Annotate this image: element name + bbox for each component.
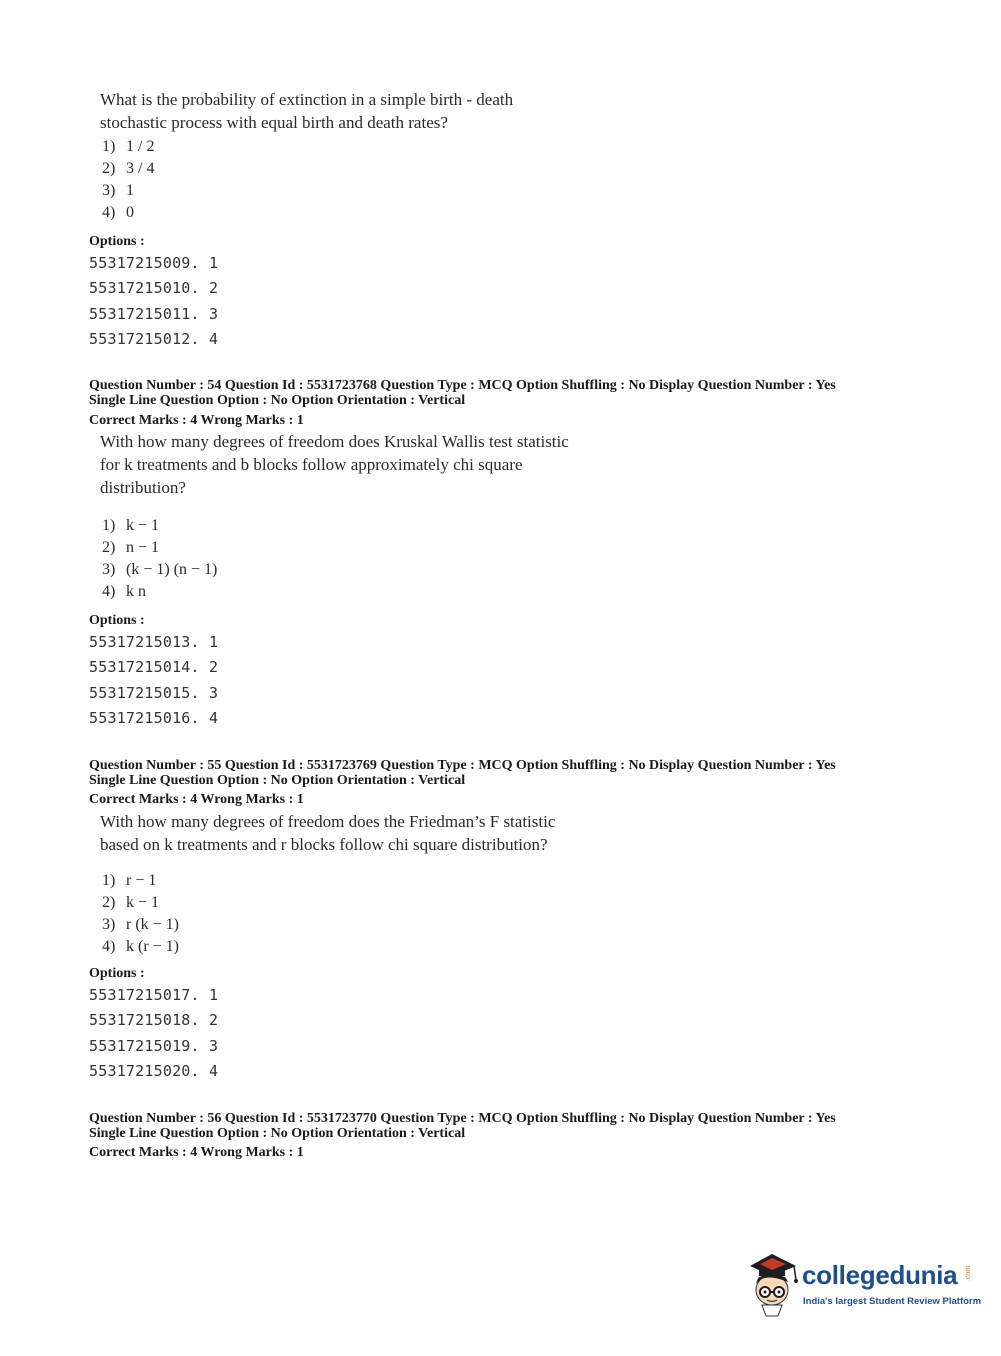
- collegedunia-logo: [742, 1250, 982, 1320]
- option-id: 55317215016. 4: [89, 708, 219, 727]
- options-label: Options :: [89, 966, 145, 981]
- option-id: 55317215017. 1: [89, 986, 219, 1004]
- question-text-line: for k treatments and b blocks follow approximately chi square: [100, 455, 523, 474]
- choice-item: 1) k − 1: [102, 517, 160, 534]
- question-54-meta: [89, 378, 836, 408]
- meta-line: Single Line Question Option : No Option Orientation : Vertical: [89, 773, 466, 788]
- choice-item: 3) r (k − 1): [102, 916, 180, 933]
- option-id: 55317215014. 2: [89, 658, 219, 677]
- question-text-line: With how many degrees of freedom does the Friedman’s F statistic: [100, 812, 556, 831]
- choice-item: 1) 1 / 2: [102, 138, 155, 155]
- question-54-choices: [102, 515, 217, 603]
- choice-item: 4) 0: [102, 204, 134, 221]
- question-56-meta: [89, 1111, 836, 1141]
- question-55-marks: Correct Marks : 4 Wrong Marks : 1: [89, 792, 304, 807]
- meta-line: Question Number : 55 Question Id : 5531723769 Question Type : MCQ Option Shuffling : No Display Question Number : Yes: [89, 758, 836, 773]
- choice-item: 3) (k − 1) (n − 1): [102, 561, 218, 578]
- option-id: 55317215012. 4: [89, 329, 219, 348]
- mascot-icon: [742, 1250, 802, 1320]
- question-text-line: based on k treatments and r blocks follow chi square distribution?: [100, 835, 548, 854]
- meta-line: Question Number : 54 Question Id : 5531723768 Question Type : MCQ Option Shuffling : No Display Question Number : Yes: [89, 378, 836, 393]
- question-54-text: [100, 430, 569, 499]
- question-53-text: [100, 88, 513, 134]
- option-id: 55317215009. 1: [89, 254, 219, 272]
- options-label: Options :: [89, 613, 145, 628]
- question-53-options: [89, 251, 218, 352]
- question-text-line: What is the probability of extinction in a simple birth - death: [100, 90, 514, 109]
- choice-item: 4) k n: [102, 583, 146, 600]
- question-text-line: With how many degrees of freedom does Kruskal Wallis test statistic: [100, 432, 569, 451]
- meta-line: Single Line Question Option : No Option Orientation : Vertical: [89, 1126, 466, 1141]
- choice-item: 2) k − 1: [102, 894, 160, 911]
- question-text-line: distribution?: [100, 478, 186, 497]
- option-id: 55317215020. 4: [89, 1061, 219, 1080]
- question-55-options: [89, 983, 218, 1084]
- choice-item: 2) 3 / 4: [102, 160, 155, 177]
- logo-wordmark: collegedunia: [802, 1260, 958, 1290]
- meta-line: Question Number : 56 Question Id : 5531723770 Question Type : MCQ Option Shuffling : No Display Question Number : Yes: [89, 1111, 836, 1126]
- meta-line: Single Line Question Option : No Option Orientation : Vertical: [89, 393, 466, 408]
- option-id: 55317215011. 3: [89, 304, 219, 323]
- question-54-marks: Correct Marks : 4 Wrong Marks : 1: [89, 413, 304, 428]
- choice-item: 2) n − 1: [102, 539, 160, 556]
- option-id: 55317215019. 3: [89, 1036, 219, 1055]
- option-id: 55317215013. 1: [89, 633, 219, 651]
- option-id: 55317215018. 2: [89, 1011, 219, 1030]
- options-label: Options :: [89, 234, 145, 249]
- option-id: 55317215015. 3: [89, 683, 219, 702]
- question-53-choices: [102, 136, 154, 224]
- question-54-options: [89, 630, 218, 731]
- question-56-marks: Correct Marks : 4 Wrong Marks : 1: [89, 1145, 304, 1160]
- logo-com-suffix: .com: [965, 1265, 973, 1282]
- question-55-meta: [89, 758, 836, 788]
- question-text-line: stochastic process with equal birth and death rates?: [100, 113, 448, 132]
- question-55-choices: [102, 870, 179, 958]
- question-55-text: [100, 810, 555, 856]
- option-id: 55317215010. 2: [89, 279, 219, 298]
- logo-tagline: India's largest Student Review Platform: [803, 1296, 982, 1307]
- choice-item: 1) r − 1: [102, 872, 157, 889]
- choice-item: 3) 1: [102, 182, 134, 199]
- choice-item: 4) k (r − 1): [102, 938, 180, 955]
